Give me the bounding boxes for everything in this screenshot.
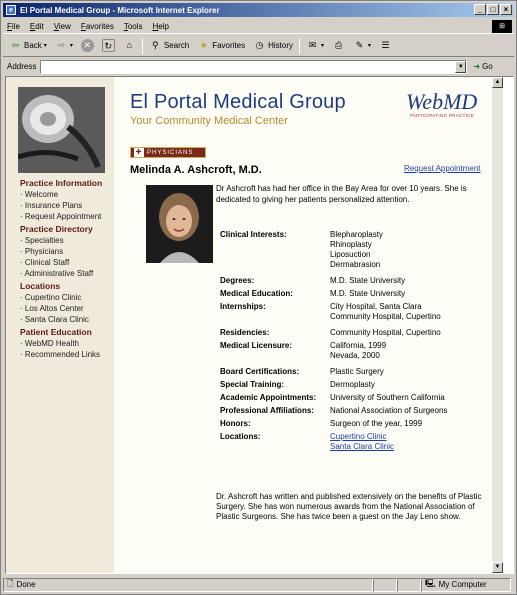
forward-button[interactable]: ⇨ ▾ [53,39,75,52]
nav-item-request-appointment[interactable] [20,211,114,222]
info-row [220,403,490,416]
info-row [220,299,490,322]
location-link-santa-clara-clinic[interactable]: Santa Clara Clinic [330,442,395,451]
nav-item-label: Insurance Plans [24,201,83,210]
info-label: Board Certifications: [220,367,300,376]
info-value: City Hospital, Santa Clara Community Hospital, Cupertino [330,302,441,321]
ie-icon: e [6,5,16,15]
bullet-icon: · [20,350,25,359]
nav-item-specialties[interactable] [20,235,114,246]
menu-help[interactable]: Help [152,21,169,31]
nav-item-welcome[interactable] [20,189,114,200]
page-done-icon: 🗋 [7,578,14,588]
nav-heading: Practice Information [20,178,103,188]
bullet-icon: · [20,269,25,278]
nav-heading: Locations [20,281,61,291]
windows-logo-icon: ⊞ [492,20,512,33]
info-label: Honors: [220,419,251,428]
status-bar [3,576,514,593]
nav-item-label: Administrative Staff [24,269,94,278]
bullet-icon: · [20,190,25,199]
info-row [220,338,490,361]
site-subtitle: Your Community Medical Center [130,115,288,127]
info-value: Dermoplasty [330,380,375,389]
menu-bar [3,19,514,34]
home-button[interactable] [121,39,138,52]
print-button[interactable] [330,39,347,52]
info-row [220,416,490,429]
info-label: Medical Licensure: [220,341,293,350]
forward-arrow-icon: ⇨ [57,40,66,50]
nav-item-administrative-staff[interactable] [20,268,114,279]
stop-button[interactable] [79,39,96,52]
nav-heading: Patient Education [20,327,92,337]
title-bar [3,3,514,17]
discuss-button[interactable] [377,39,394,52]
nav-item-label: WebMD Health [24,339,79,348]
history-icon: ◷ [255,40,264,50]
computer-icon: 🖳 [425,578,436,588]
favorites-icon: ★ [199,40,208,50]
mail-icon: ✉ [308,40,317,50]
discuss-icon: ☰ [381,40,390,50]
address-label: Address [7,62,37,71]
site-title: El Portal Medical Group [130,91,346,113]
info-label: Clinical Interests: [220,230,287,239]
stop-icon: ✕ [81,39,94,52]
bullet-icon: · [20,236,25,245]
print-icon: ⎙ [334,40,343,50]
nav-item-label: Request Appointment [24,212,102,221]
toolbar [3,35,514,57]
doctor-portrait [146,185,213,263]
physician-icon: ✚ [135,149,143,156]
info-value: Surgeon of the year, 1999 [330,419,423,428]
info-row [220,322,490,338]
go-arrow-icon: ➜ [473,62,481,71]
info-value [330,429,490,452]
address-bar [3,58,514,75]
info-label: Internships: [220,302,266,311]
doctor-intro: Dr Ashcroft has had her office in the Bay Area for over 10 years. She is dedicated to giving her patients personalized attention. [216,184,467,204]
info-value: Plastic Surgery [330,367,384,376]
status-pane-empty [373,578,397,592]
menu-view[interactable]: View [53,21,71,31]
nav-heading: Practice Directory [20,224,93,234]
physicians-badge: ✚ PHYSICIANS [130,147,206,158]
location-link-cupertino-clinic[interactable]: Cupertino Clinic [330,432,387,441]
page-viewport [5,76,514,574]
nav-item-label: Cupertino Clinic [24,293,82,302]
bullet-icon: · [20,293,25,302]
refresh-icon: ↻ [102,39,115,52]
info-row [220,227,490,270]
nav-item-label: Recommended Links [24,350,101,359]
bullet-icon: · [20,201,25,210]
request-appointment-link[interactable]: Request Appointment [404,164,481,173]
info-label: Professional Affiliations: [220,406,314,415]
info-label: Degrees: [220,276,255,285]
info-row [220,429,490,452]
nav-item-label: Welcome [24,190,59,199]
nav-item-label: Santa Clara Clinic [24,315,89,324]
nav-item-santa-clara-clinic[interactable] [20,314,114,325]
info-value: National Association of Surgeons [330,406,448,415]
nav-item-webmd-health[interactable] [20,338,114,349]
webmd-logo[interactable]: WebMD PARTICIPATING PRACTICE [406,89,478,118]
doctor-name: Melinda A. Ashcroft, M.D. [130,164,262,176]
close-button[interactable]: × [500,4,512,15]
edit-icon: ✎ [355,40,364,50]
info-value: Community Hospital, Cupertino [330,328,441,337]
info-row [220,390,490,403]
vertical-scrollbar[interactable] [492,77,503,573]
info-label: Residencies: [220,328,270,337]
status-text-pane: 🗋 Done [3,578,373,592]
minimize-button[interactable]: _ [474,4,486,15]
stethoscope-image [18,87,105,173]
security-zone-pane: 🖳 My Computer [421,578,511,592]
left-column [6,77,114,573]
info-value: University of Southern California [330,393,445,402]
go-button[interactable]: ➜ Go [473,62,493,71]
info-value: Blepharoplasty Rhinoplasty Liposuction Dermabrasion [330,230,383,269]
bullet-icon: · [20,212,25,221]
favorites-button[interactable]: ★ Favorites [195,39,247,52]
info-row [220,286,490,299]
menu-file[interactable]: File [7,21,20,31]
nav-item-physicians[interactable] [20,246,114,257]
menu-tools[interactable]: Tools [123,21,143,31]
info-label: Medical Education: [220,289,293,298]
address-input[interactable] [40,60,467,74]
info-label: Locations: [220,432,261,441]
mail-button[interactable]: ✉ ▾ [304,39,326,52]
status-pane-empty [397,578,421,592]
menu-favorites[interactable]: Favorites [80,21,114,31]
home-icon: ⌂ [126,40,133,50]
nav-item-los-altos-center[interactable] [20,303,114,314]
info-row [220,361,490,377]
left-navigation [20,176,114,360]
back-button[interactable]: ⇦ Back ▾ [7,39,49,52]
doctor-bio: Dr. Ashcroft has written and published extensively on the benefits of Plastic Surgery. She has won numerous awards from the National Association of Plastic Surgeons. She has twice been a guest on the Jay Leno show. [216,492,482,521]
search-icon: ⚲ [152,40,159,50]
nav-item-label: Specialties [24,236,64,245]
nav-item-clinical-staff[interactable] [20,257,114,268]
info-row [220,270,490,286]
info-value: M.D. State University [330,289,406,298]
nav-item-label: Clinical Staff [24,258,70,267]
bullet-icon: · [20,339,25,348]
info-row [220,377,490,390]
doctor-info-table [220,227,490,452]
nav-item-cupertino-clinic[interactable] [20,292,114,303]
info-label: Academic Appointments: [220,393,317,402]
search-button[interactable]: ⚲ Search [147,39,191,52]
nav-item-label: Los Altos Center [24,304,84,313]
window-title: El Portal Medical Group - Microsoft Internet Explorer [20,5,220,15]
bullet-icon: · [20,247,25,256]
history-button[interactable]: ◷ History [251,39,295,52]
scroll-down-icon[interactable]: ▼ [492,562,503,573]
bullet-icon: · [20,315,25,324]
maximize-button[interactable]: □ [487,4,499,15]
web-page [6,77,503,573]
nav-item-label: Physicians [24,247,64,256]
bullet-icon: · [20,304,25,313]
back-arrow-icon: ⇦ [11,40,20,50]
info-label: Special Training: [220,380,285,389]
nav-item-recommended-links[interactable] [20,349,114,360]
scroll-up-icon[interactable]: ▲ [492,77,503,88]
nav-item-insurance-plans[interactable] [20,200,114,211]
refresh-button[interactable] [100,39,117,52]
address-dropdown-icon[interactable]: ▼ [455,61,466,73]
info-value: California, 1999 Nevada, 2000 [330,341,387,360]
edit-button[interactable]: ✎ ▾ [351,39,373,52]
bullet-icon: · [20,258,25,267]
menu-edit[interactable]: Edit [29,21,44,31]
info-value: M.D. State University [330,276,406,285]
